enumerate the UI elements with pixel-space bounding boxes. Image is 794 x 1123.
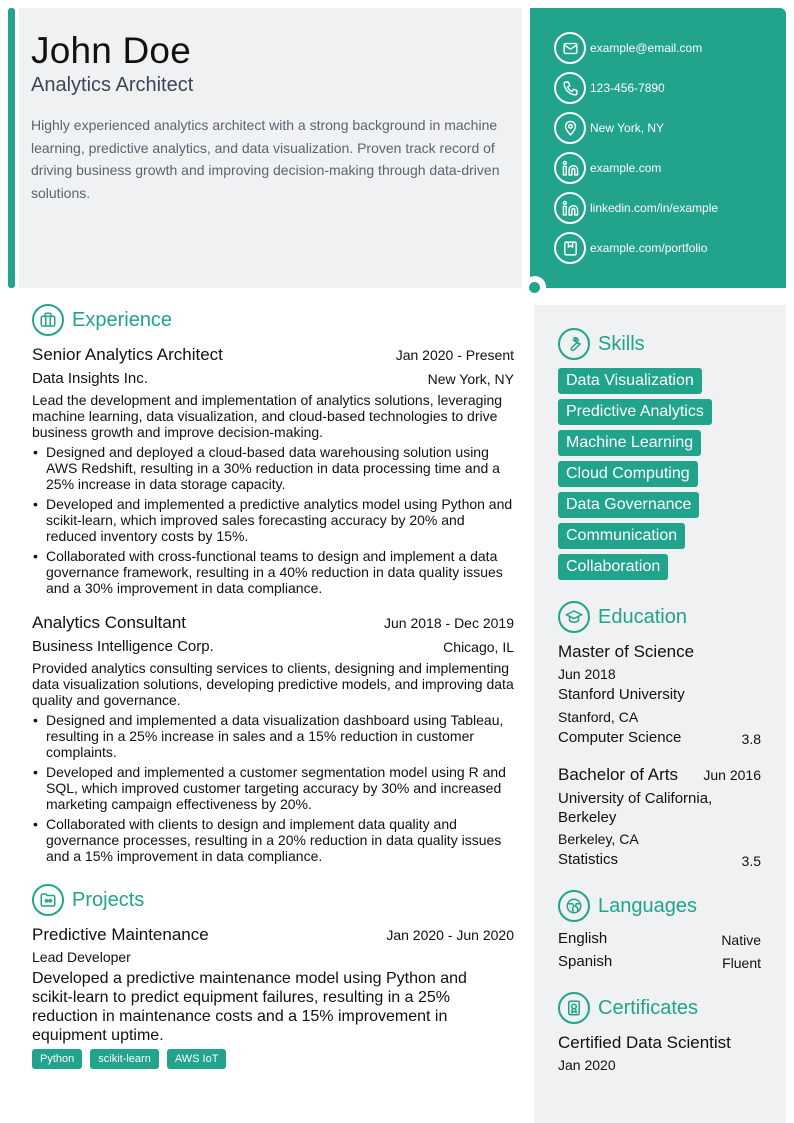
mail-icon <box>554 32 586 64</box>
degree: Master of Science <box>558 642 695 661</box>
contact-portfolio[interactable] <box>554 232 707 264</box>
project-title: Predictive Maintenance <box>32 925 209 944</box>
email-text: example@email.com <box>590 41 703 55</box>
accent-bar <box>8 8 15 288</box>
certificate-date: Jan 2020 <box>558 1057 616 1073</box>
location-text: New York, NY <box>590 121 665 135</box>
languages-title: Languages <box>598 894 697 917</box>
job-company: Data Insights Inc. <box>32 370 148 387</box>
education-title: Education <box>598 605 687 628</box>
skill-tag: Predictive Analytics <box>558 399 712 425</box>
edu-location: Stanford, CA <box>558 709 639 725</box>
project-role: Lead Developer <box>32 949 131 965</box>
linkedin-icon <box>554 192 586 224</box>
folder-icon <box>32 884 64 916</box>
skill-tag: Communication <box>558 523 685 549</box>
school: University of California, Berkeley <box>558 790 713 826</box>
field-of-study: Statistics <box>558 851 619 868</box>
candidate-name: John Doe <box>31 30 191 71</box>
list-item: • Collaborated with clients to design and implement data quality and governance processes, resulting in a 20% reduction in data quality issues and a 15% improvement in data compliance. <box>32 816 518 864</box>
skill-tag: Data Visualization <box>558 368 702 394</box>
linkedin-icon <box>554 152 586 184</box>
edu-date: Jun 2016 <box>703 767 761 783</box>
tag: Python <box>32 1049 82 1069</box>
portfolio-icon <box>554 232 586 264</box>
language-name: Spanish <box>558 953 613 970</box>
website-text: example.com <box>590 161 662 175</box>
field-of-study: Computer Science <box>558 729 682 746</box>
divider-dot <box>529 282 540 293</box>
degree: Bachelor of Arts <box>558 765 679 784</box>
skill-tag: Data Governance <box>558 492 699 518</box>
contact-panel <box>530 8 786 288</box>
contact-location <box>554 112 664 144</box>
education-heading <box>558 601 687 633</box>
header <box>19 8 522 288</box>
tag: AWS IoT <box>167 1049 227 1069</box>
edu-date: Jun 2018 <box>558 666 616 682</box>
wrench-icon <box>558 328 590 360</box>
job-date: Jun 2018 - Dec 2019 <box>384 615 514 631</box>
contact-linkedin[interactable] <box>554 192 718 224</box>
job-description: Provided analytics consulting services to clients, designing and implementing data visualization solutions, developing predictive models, and improving data quality and governance. <box>32 660 514 708</box>
list-item: • Collaborated with cross-functional teams to design and implement a data governance framework, resulting in a 40% reduction in data quality issues and a 30% improvement in data compliance. <box>32 548 518 596</box>
globe-icon <box>558 890 590 922</box>
candidate-role: Analytics Architect <box>31 74 194 96</box>
phone-icon <box>554 72 586 104</box>
tag: scikit-learn <box>90 1049 159 1069</box>
contact-email[interactable] <box>554 32 702 64</box>
job-bullets <box>32 444 518 600</box>
skill-tag: Cloud Computing <box>558 461 698 487</box>
job-date: Jan 2020 - Present <box>395 347 514 363</box>
portfolio-text: example.com/portfolio <box>590 241 708 255</box>
school: Stanford University <box>558 686 685 703</box>
project-tags <box>32 1049 226 1069</box>
certificate-name: Certified Data Scientist <box>558 1033 731 1052</box>
projects-heading <box>32 884 144 916</box>
job-title: Senior Analytics Architect <box>32 345 223 364</box>
certificates-heading <box>558 992 698 1024</box>
contact-phone[interactable] <box>554 72 665 104</box>
gpa: 3.5 <box>741 853 761 869</box>
linkedin-text: linkedin.com/in/example <box>590 201 719 215</box>
job-location: New York, NY <box>427 371 514 387</box>
experience-title: Experience <box>72 308 173 331</box>
skill-tag: Machine Learning <box>558 430 701 456</box>
job-bullets <box>32 712 518 868</box>
language-level: Native <box>721 932 761 948</box>
contact-website[interactable] <box>554 152 661 184</box>
graduation-cap-icon <box>558 601 590 633</box>
job-company: Business Intelligence Corp. <box>32 638 214 655</box>
language-name: English <box>558 930 608 947</box>
job-title: Analytics Consultant <box>32 613 187 632</box>
skills-title: Skills <box>598 332 645 355</box>
project-description: Developed a predictive maintenance model using Python and scikit-learn to predict equipment failures, resulting in a 25% reduction in maintenance costs and a 15% improvement in equipment uptime. <box>32 970 467 1044</box>
list-item: • Designed and deployed a cloud-based data warehousing solution using AWS Redshift, resulting in a 30% reduction in data processing time and a 25% increase in data storage capacity. <box>32 444 518 492</box>
gpa: 3.8 <box>741 731 761 747</box>
skills-heading <box>558 328 645 360</box>
experience-heading <box>32 304 172 336</box>
briefcase-icon <box>32 304 64 336</box>
skill-tag: Collaboration <box>558 554 668 580</box>
summary: Highly experienced analytics architect with a strong background in machine learning, predictive analytics, and data visualization. Proven track record of driving business growth and improving decision-making through data-driven solutions. <box>31 117 500 201</box>
job-description: Lead the development and implementation of analytics solutions, leveraging machine learning, data visualization, and cloud-based technologies to drive business growth and improve decision-making. <box>32 392 503 440</box>
list-item: • Developed and implemented a predictive analytics model using Python and scikit-learn, which improved sales forecasting accuracy by 20% and reduced inventory costs by 15%. <box>32 496 518 544</box>
language-level: Fluent <box>722 955 761 971</box>
projects-title: Projects <box>72 888 145 911</box>
certificate-icon <box>558 992 590 1024</box>
job-location: Chicago, IL <box>443 639 514 655</box>
list-item: • Developed and implemented a customer segmentation model using R and SQL, which improved customer targeting accuracy by 30% and increased marketing campaign effectiveness by 20%. <box>32 764 518 812</box>
phone-text: 123-456-7890 <box>590 81 665 95</box>
languages-heading <box>558 890 697 922</box>
list-item: • Designed and implemented a data visualization dashboard using Tableau, resulting in a 25% increase in sales and a 15% reduction in customer complaints. <box>32 712 518 760</box>
project-date: Jan 2020 - Jun 2020 <box>386 927 514 943</box>
certificates-title: Certificates <box>598 996 699 1019</box>
edu-location: Berkeley, CA <box>558 831 639 847</box>
map-pin-icon <box>554 112 586 144</box>
